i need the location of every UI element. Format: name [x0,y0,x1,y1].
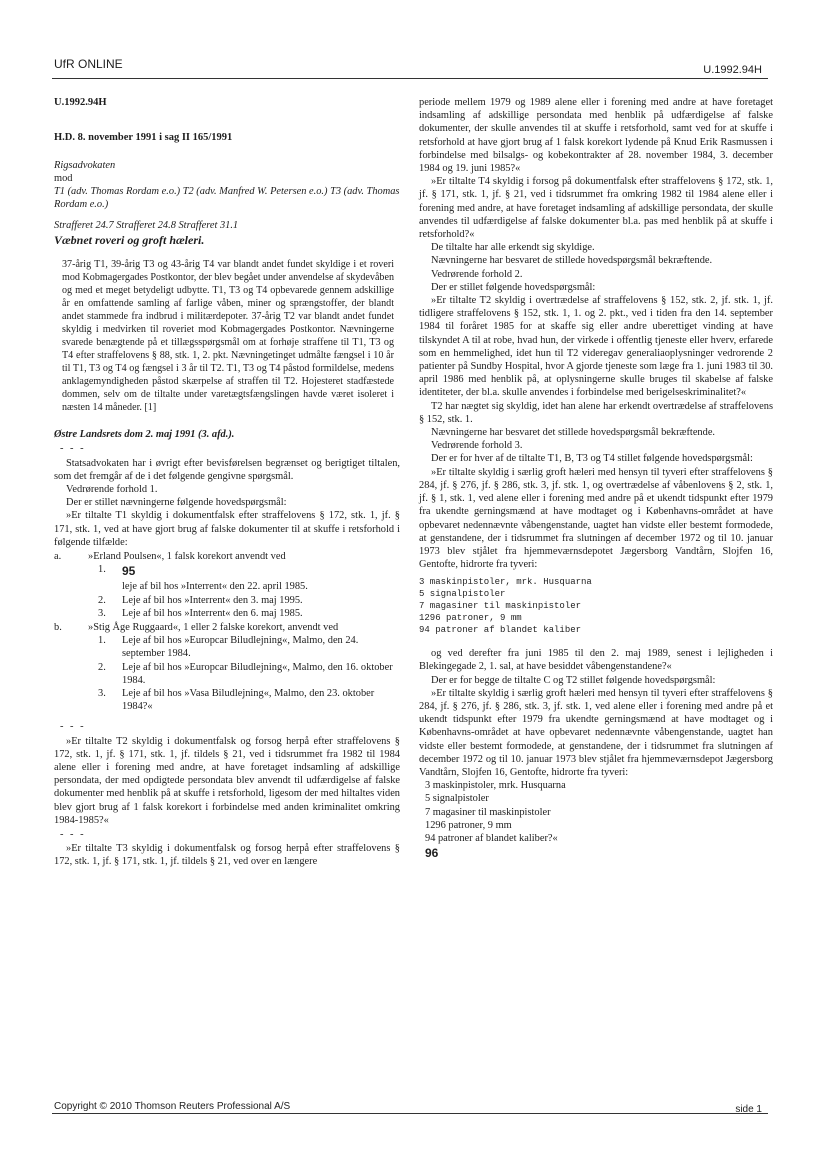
sublist-text: Leje af bil hos »Interrent« den 3. maj 1995. [122,594,303,606]
sublist-number: 1. [98,635,106,647]
footer-copyright: Copyright © 2010 Thomson Reuters Professional A/S [54,1101,291,1112]
sublist-item [88,594,400,607]
right-column [419,96,773,862]
list-item: 7 magasiner til maskinpistoler [419,601,582,612]
footer-divider [52,1113,768,1114]
list-item: 3 maskinpistoler, mrk. Husquarna [425,780,566,792]
sublist-item [88,634,400,660]
omission-marker: - - - [60,721,86,733]
list-text: »Erland Poulsen«, 1 falsk korekort anvendt ved [88,550,286,562]
paragraph: Nævningerne har besvaret det stillede hovedspørgsmål bekræftende. [431,427,716,439]
header-source: UfR ONLINE [54,57,123,71]
list-item: 5 signalpistoler [419,589,506,600]
weapons-list-mono [419,577,773,637]
paragraph: Nævningerne har besvaret de stillede hovedspørgsmål bekræftende. [431,255,713,267]
omission-marker: - - - [60,829,86,841]
sublist-item [88,607,400,620]
defendants: T1 (adv. Thomas Rordam e.o.) T2 (adv. Manfred W. Petersen e.o.) T3 (adv. Thomas Rordam e.o.) [54,186,400,211]
paragraph: »Er tiltalte skyldig i særlig groft hæleri med hensyn til tyveri efter straffelovens § 284, jf. § 276, jf. § 286, stk. 3, jf. stk. 1, ved alene eller i forening med andre på et ukendt tidspunkt efter 1979 fra ukendte gerningsmænd at have modtaget og i Københavns-området at have opbevaret nedennævnte våbengenstande, uagtet han vidste eller bestemt formodede, at genstandene, der i tidsrummet fra slutningen af december 1972 og til 10. januar 1973 blev stjålet fra hjemmeværnsdepot Jægersborg Vandtårn, Slojfen 16, Gentofte, hidrorte fra tyveri: [419,687,773,778]
paragraph: Der er for begge de tiltalte C og T2 stillet følgende hovedspørgsmål: [431,674,716,686]
paragraph: T2 har nægtet sig skyldig, idet han alene har erkendt overtrædelse af straffelovens § 152, stk. 1. [419,400,773,425]
paragraph: De tiltalte har alle erkendt sig skyldige. [431,242,595,254]
versus-label: mod [54,172,73,184]
sublist-text: Leje af bil hos »Vasa Biludlejning«, Malmo, den 23. oktober 1984?« [122,687,375,713]
case-reference: U.1992.94H [54,97,107,108]
list-item: 94 patroner af blandet kaliber [419,625,582,636]
paragraph: Vedrørende forhold 1. [66,483,158,495]
list-item: 94 patroner af blandet kaliber?« [425,833,558,844]
prosecutor: Rigsadvokaten [54,159,116,171]
list-item: 1296 patroner, 9 mm [419,613,522,624]
sublist-number: 1. [98,564,106,576]
sublist-item [88,563,400,593]
left-column [54,96,400,869]
court-decision: H.D. 8. november 1991 i sag II 165/1991 [54,132,233,144]
sublist-text: Leje af bil hos »Interrent« den 6. maj 1985. [122,607,303,619]
paragraph: Der er stillet følgende hovedspørgsmål: [431,281,596,293]
page-number-marker: 96 [425,846,439,861]
paragraph: Der er for hver af de tiltalte T1, B, T3 og T4 stillet følgende hovedspørgsmål: [431,453,753,465]
paragraph: »Er tiltalte T2 skyldig i dokumentfalsk og forsog herpå efter straffelovens § 172, stk. 1, jf. § 171, stk. 1, jf. tildels § 21, ved i tidsrummet fra 1982 til 1984 alene eller i forening med andre, at have foretaget indsamling af adskillige persondata, der med opdigtede persondata blev anvendt til udfærdigelse af falske dokumenter med henblik på at skuffe i retsforhold, ligesom der med hiltaltes viden blev gjort brug af 1 falsk korekort i forbindelse med anden kriminalitet omkring 1984-1985?« [54,735,400,826]
case-summary: 37-årig T1, 39-årig T3 og 43-årig T4 var blandt andet fundet skyldige i et roveri mod Kobmagergades Postkontor, der blev begået under anvendelse af skydevåben og med et meget betydeligt udbytte. T1, T3 og T4 opbevarede gennem adskillige år en omfattende samling af farlige våben, miner og sprængstoffer, der blandt andet stammede fra indbrud i militærdepoter. 37-årig T2 var blandt andet fundet skyldig i medvirken til roveriet mod Kobmagergades Postkontor. Nævningerne svarede benægtende på et tillægsspørgsmål om at forhøje straffene til T1, T3 og T4 efter straffelovens § 88, stk. 1, 2. pkt. Nævningetinget udmålte fængsel i 10 år til T1, T3 og T4 og fængsel i 3 år til T2. T1, T3 og T4 påstod formildelse, medens anklagemyndigheden påstod skærpelse af straffen til T2. Hojesteret stadfæstede dommen, selv om de tiltalte under varetægtsfængslingen havde været isoleret i næsten 14 måneder. [1] [62,258,394,414]
paragraph: Vedrørende forhold 3. [431,440,523,452]
case-title: Væbnet roveri og groft hæleri. [54,232,205,247]
paragraph: »Er tiltalte T4 skyldig i forsog på dokumentfalsk efter straffelovens § 172, stk. 1, jf. § 171, stk. 1, jf. § 21, ved i tidsrummet fra omkring 1982 til 1984 alene eller i forening med andre, at have foretaget indsamling af adskillige persondata, der skulle anvendes til udfærdigelse af falske dokumenter bl.a. pas med henblik på at skuffe i retsforhold?« [419,176,773,241]
list-item [54,550,400,563]
omission-marker: - - - [60,443,86,455]
sublist-number: 3. [98,607,106,619]
list-item: 3 maskinpistoler, mrk. Husquarna [419,577,592,588]
keywords: Strafferet 24.7 Strafferet 24.8 Strafferet 31.1 [54,220,239,232]
sublist-b [88,634,400,713]
paragraph: og ved derefter fra juni 1985 til den 2. maj 1989, senest i lejligheden i Blekingegade 2, 1. sal, at have besiddet våbengenstandene?« [419,648,773,673]
list-label: a. [54,550,62,562]
weapons-list [425,779,773,845]
page-number-marker: 95 [122,564,136,579]
subheading-landsret: Østre Landsrets dom 2. maj 1991 (3. afd.). [54,429,235,441]
list-text: »Stig Åge Ruggaard«, 1 eller 2 falske korekort, anvendt ved [88,621,339,633]
list-item: 5 signalpistoler [425,793,489,805]
paragraph: »Er tiltalte T1 skyldig i dokumentfalsk efter straffelovens § 172, stk. 1, jf. § 171, stk. 1, ved at have gjort brug af falske dokumenter til at skuffe i retsforhold i følgende tilfælde: [54,510,400,548]
footer-page-number: side 1 [735,1104,762,1115]
paragraph: »Er tiltalte skyldig i særlig groft hæleri med hensyn til tyveri efter straffelovens § 284, jf. § 276, jf. § 286, stk. 3, jf. stk. 1, og overtrædelse af våbenlovens § 2, stk. 1, jf. § 1, stk. 1, ved alene eller i forening med andre på et ukendt tidspunkt efter 1979 fra ukendte gerningsmænd at have modtaget og i Københavns-området at have opbevaret nedennævnte våbengenstande, uagtet han vidste eller bestemt formodede, at genstandene, der i tidsrummet fra slutningen af december 1972 og til 10. januar 1973 blev stjålet fra hjemmeværnsdepotet Jægersborg Vandtårn, Slojfen 16, Gentofte, hidrorte fra tyveri: [419,466,773,571]
sublist-number: 2. [98,594,106,606]
sublist-text: 95 leje af bil hos »Interrent« den 22. april 1985. [122,563,400,593]
paragraph: »Er tiltalte T2 skyldig i overtrædelse af straffelovens § 152, stk. 2, jf. stk. 1, jf. tidligere straffelovens § 152, stk. 1, 1. og 2. pkt., ved i tiden fra den 14. september 1984 til foråret 1985 for at skaffe sig eller andre uberettiget vinding at have tilskyndet A til at robe, hvad hun, der virkede i offentlig tjeneste eller hverv, erfarede som en hemmelighed, idet hun til T2 videregav generaliaoplysninger vedrorende 2 patienter på Sundby Hospital, hvor A gjorde tjeneste som læge fra 1. juni 1983 til 30. april 1986 med henblik på, at oplysningerne skulle bruges til skabelse af falske identiteter, der bl.a. skulle anvendes i forbindelse med berigelseskriminalitet?« [419,295,773,399]
list-item: 7 magasiner til maskinpistoler [425,806,551,818]
sublist-number: 3. [98,687,106,699]
sublist-text: Leje af bil hos »Europcar Biludlejning«, Malmo, den 24. september 1984. [122,635,359,660]
sublist-item [88,687,400,713]
sublist-item [88,661,400,687]
paragraph: Vedrørende forhold 2. [431,268,523,280]
header-divider [52,78,768,79]
list-item: 1296 patroner, 9 mm [425,819,512,831]
paragraph: periode mellem 1979 og 1989 alene eller i forening med andre at have foretaget indsamling af adskillige persondata med henblik på udfærdigelse af falske dokumenter, der skulle anvendes til at skuffe i retsforhold, samt ved for at skuffe i retsforhold at have gjort brug af 1 falsk korekort lydende på Knud Erik Rasmussen i forbindelse med bilsalgs- og kobekontrakter af 28. november 1984, 3. december 1984 og 19. juni 1985?« [419,97,773,175]
sublist-text: Leje af bil hos »Europcar Biludlejning«, Malmo, den 16. oktober 1984. [122,661,393,686]
list-label: b. [54,621,62,633]
paragraph: Statsadvokaten har i øvrigt efter bevisførelsen begrænset og berigtiget tiltalen, som det fremgår af de i det følgende gengivne spørgsmål. [54,457,400,482]
paragraph: »Er tiltalte T3 skyldig i dokumentfalsk og forsog herpå efter straffelovens § 172, stk. 1, jf. § 171, stk. 1, jf. tildels § 21, ved over en længere [54,843,400,868]
sublist-a [88,563,400,620]
list-item [54,621,400,634]
header-reference: U.1992.94H [703,64,762,76]
paragraph: Der er stillet nævningerne følgende hovedspørgsmål: [66,497,287,509]
sublist-number: 2. [98,661,106,673]
